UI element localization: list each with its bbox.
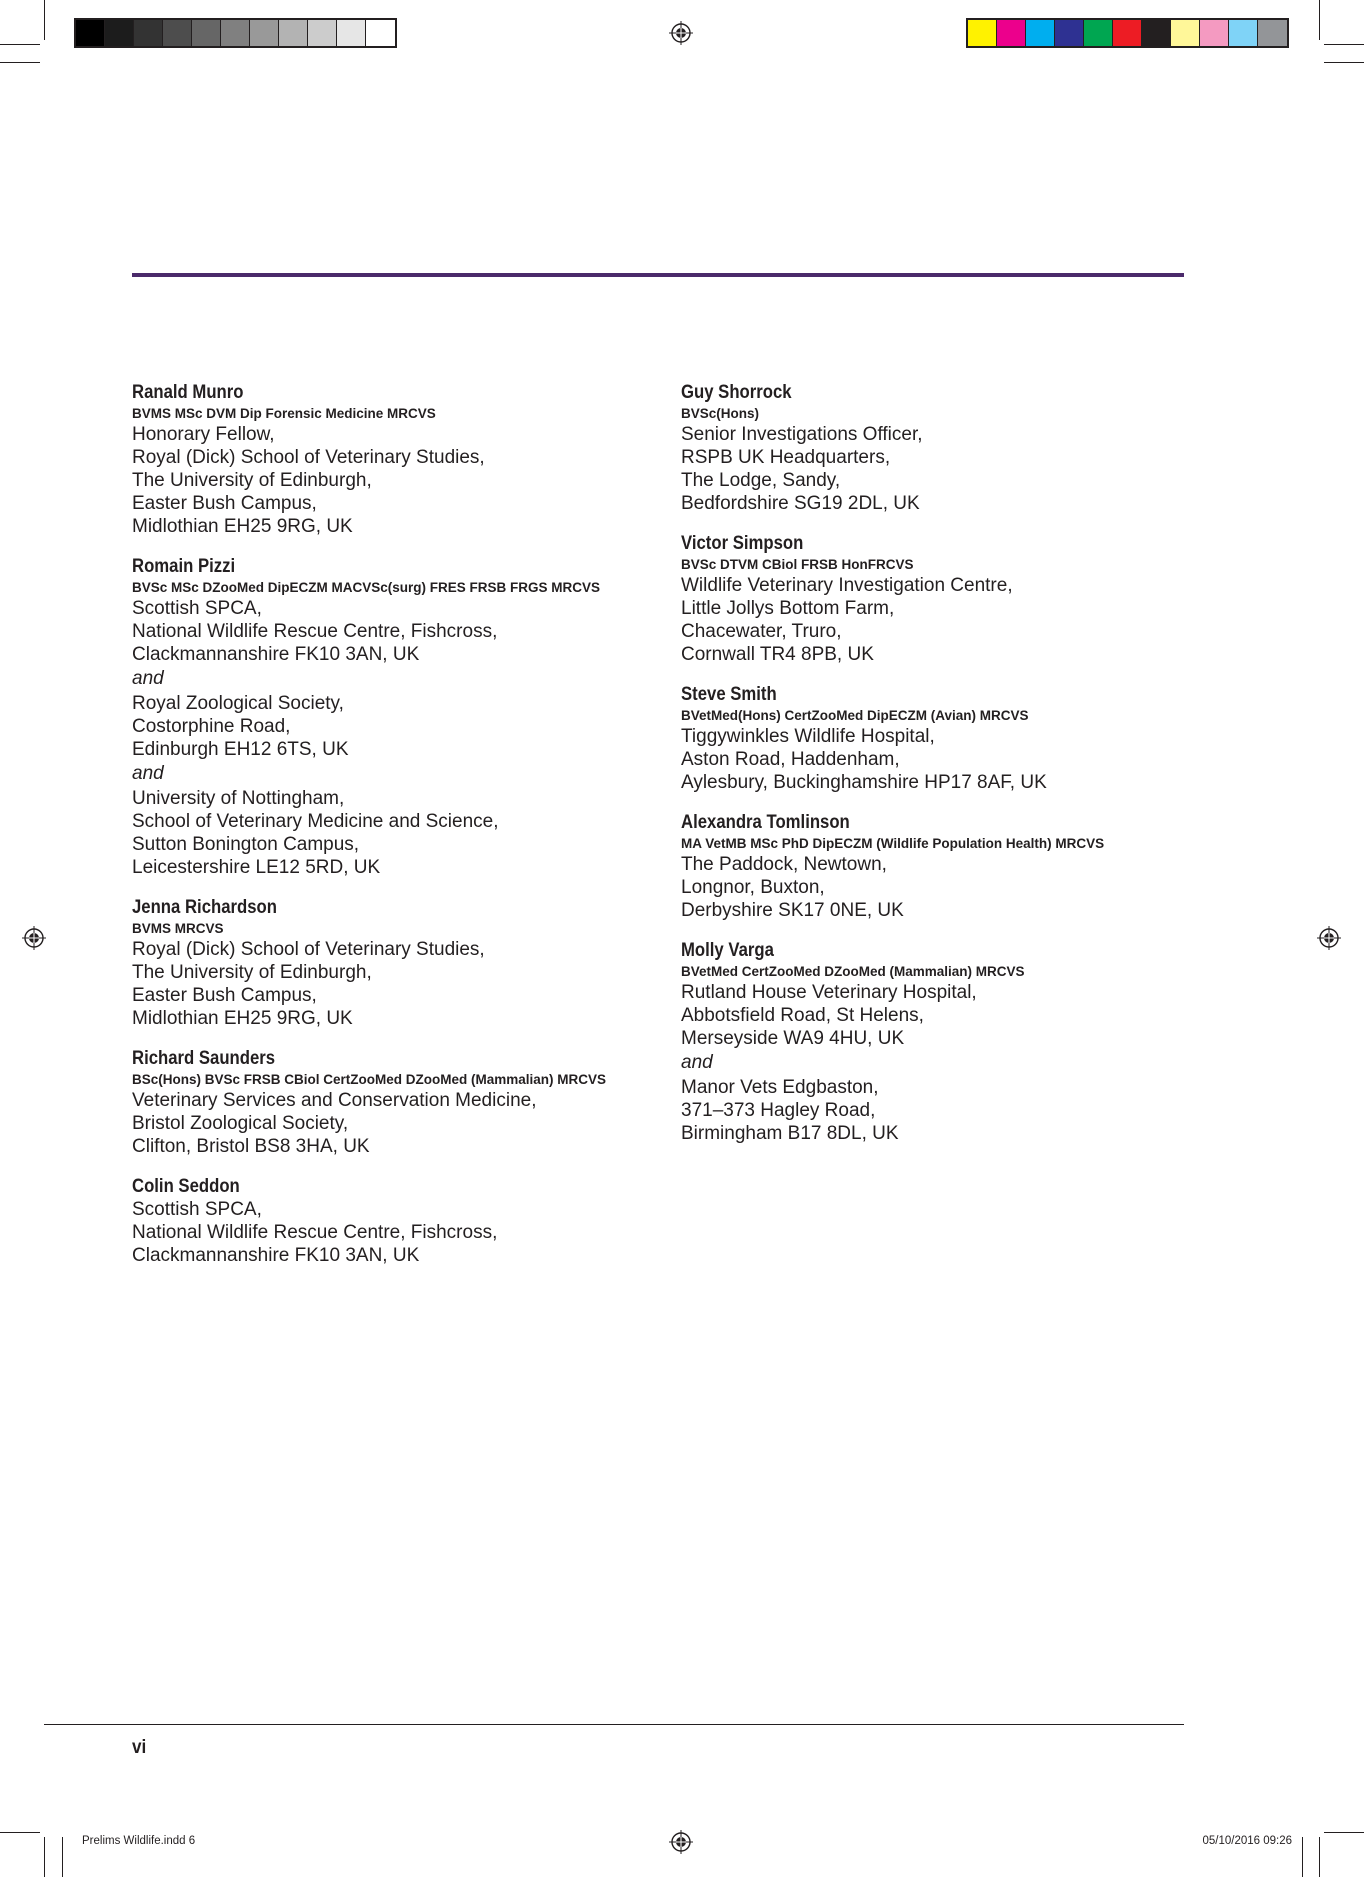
color-calibration-bar xyxy=(966,18,1289,48)
contributor-name: Richard Saunders xyxy=(132,1048,276,1069)
address-line: The Lodge, Sandy, xyxy=(681,470,841,491)
affiliation-address xyxy=(132,938,652,1030)
affiliation-connector: and xyxy=(132,668,164,689)
bleed-mark-bottom-right-v xyxy=(1302,1837,1303,1877)
address-line: Leicestershire LE12 5RD, UK xyxy=(132,857,381,878)
affiliation-connector: and xyxy=(681,1052,713,1073)
crop-mark-top-left-v xyxy=(44,0,45,40)
footer-rule xyxy=(44,1724,1184,1725)
address-line: Royal (Dick) School of Veterinary Studies, xyxy=(132,447,485,468)
address-line: Easter Bush Campus, xyxy=(132,985,317,1006)
affiliation-address xyxy=(681,574,1201,666)
crop-mark-bottom-left-h xyxy=(0,1832,40,1833)
address-line: Sutton Bonington Campus, xyxy=(132,834,360,855)
swatch xyxy=(1142,20,1171,46)
address-line: Cornwall TR4 8PB, UK xyxy=(681,644,874,665)
contributor-entry xyxy=(132,1176,652,1267)
address-line: The University of Edinburgh, xyxy=(132,470,372,491)
swatch xyxy=(250,20,279,46)
swatch xyxy=(308,20,337,46)
contributor-qualifications: BVetMed CertZooMed DZooMed (Mammalian) MRCVS xyxy=(681,964,1025,979)
swatch xyxy=(968,20,997,46)
swatch xyxy=(366,20,395,46)
slug-date-time: 05/10/2016 09:26 xyxy=(1202,1835,1292,1847)
contributor-name: Guy Shorrock xyxy=(681,382,792,403)
contributor-name: Molly Varga xyxy=(681,940,774,961)
registration-mark-top-icon xyxy=(669,21,693,45)
address-line: National Wildlife Rescue Centre, Fishcross, xyxy=(132,1222,498,1243)
contributor-name: Steve Smith xyxy=(681,684,777,705)
swatch xyxy=(337,20,366,46)
affiliation-connector: and xyxy=(132,763,164,784)
contributor-entry xyxy=(681,382,1201,515)
address-line: The Paddock, Newtown, xyxy=(681,854,887,875)
affiliation-address xyxy=(681,981,1201,1050)
contributor-entry xyxy=(681,533,1201,666)
bleed-mark-top-right-h xyxy=(1324,62,1364,63)
address-line: Bedfordshire SG19 2DL, UK xyxy=(681,493,920,514)
bleed-mark-bottom-left-v xyxy=(62,1837,63,1877)
address-line: Easter Bush Campus, xyxy=(132,493,317,514)
registration-mark-left-icon xyxy=(22,926,46,950)
bleed-mark-top-left-h xyxy=(0,62,40,63)
crop-mark-bottom-left-v xyxy=(44,1837,45,1877)
contributor-name: Romain Pizzi xyxy=(132,556,236,577)
registration-mark-right-icon xyxy=(1317,926,1341,950)
contributor-entry xyxy=(681,812,1201,922)
contributor-entry xyxy=(681,684,1201,794)
address-line: The University of Edinburgh, xyxy=(132,962,372,983)
swatch xyxy=(105,20,134,46)
address-line: Edinburgh EH12 6TS, UK xyxy=(132,739,349,760)
contributor-qualifications: BVMS MRCVS xyxy=(132,921,224,936)
crop-mark-top-right-v xyxy=(1319,0,1320,40)
swatch xyxy=(279,20,308,46)
swatch xyxy=(163,20,192,46)
address-line: Abbotsfield Road, St Helens, xyxy=(681,1005,924,1026)
crop-mark-top-right-h xyxy=(1324,44,1364,45)
address-line: School of Veterinary Medicine and Science, xyxy=(132,811,499,832)
affiliation-address xyxy=(132,423,652,538)
address-line: Longnor, Buxton, xyxy=(681,877,825,898)
address-line: University of Nottingham, xyxy=(132,788,345,809)
contributor-entry xyxy=(132,1048,652,1158)
swatch xyxy=(76,20,105,46)
swatch xyxy=(1258,20,1287,46)
registration-mark-bottom-icon xyxy=(669,1830,693,1854)
crop-mark-bottom-right-h xyxy=(1324,1832,1364,1833)
contributor-qualifications: BSc(Hons) BVSc FRSB CBiol CertZooMed DZooMed (Mammalian) MRCVS xyxy=(132,1072,607,1087)
address-line: Royal Zoological Society, xyxy=(132,693,344,714)
crop-mark-bottom-right-v xyxy=(1319,1837,1320,1877)
contributor-entry xyxy=(132,556,652,879)
contributor-qualifications: BVSc MSc DZooMed DipECZM MACVSc(surg) FRES FRSB FRGS MRCVS xyxy=(132,580,601,595)
address-line: Chacewater, Truro, xyxy=(681,621,842,642)
affiliation-address xyxy=(681,423,1201,515)
swatch xyxy=(1084,20,1113,46)
swatch xyxy=(1171,20,1200,46)
address-line: Scottish SPCA, xyxy=(132,598,262,619)
swatch xyxy=(1055,20,1084,46)
address-line: Honorary Fellow, xyxy=(132,424,275,445)
address-line: Rutland House Veterinary Hospital, xyxy=(681,982,977,1003)
address-line: Aston Road, Haddenham, xyxy=(681,749,900,770)
contributor-name: Colin Seddon xyxy=(132,1176,240,1197)
swatch xyxy=(997,20,1026,46)
address-line: Clackmannanshire FK10 3AN, UK xyxy=(132,644,420,665)
address-line: Midlothian EH25 9RG, UK xyxy=(132,1008,353,1029)
address-line: Midlothian EH25 9RG, UK xyxy=(132,516,353,537)
address-line: Bristol Zoological Society, xyxy=(132,1113,349,1134)
contributor-name: Alexandra Tomlinson xyxy=(681,812,850,833)
slug-file-name: Prelims Wildlife.indd 6 xyxy=(82,1835,196,1847)
swatch xyxy=(221,20,250,46)
contributor-entry xyxy=(132,382,652,538)
contributor-name: Ranald Munro xyxy=(132,382,244,403)
crop-mark-top-left-h xyxy=(0,44,40,45)
address-line: Derbyshire SK17 0NE, UK xyxy=(681,900,904,921)
header-rule xyxy=(132,273,1184,277)
address-line: Birmingham B17 8DL, UK xyxy=(681,1123,899,1144)
affiliation-address xyxy=(681,1076,1201,1145)
address-line: Veterinary Services and Conservation Medicine, xyxy=(132,1090,537,1111)
affiliation-address xyxy=(132,1198,652,1267)
contributor-qualifications: BVMS MSc DVM Dip Forensic Medicine MRCVS xyxy=(132,406,436,421)
address-line: Merseyside WA9 4HU, UK xyxy=(681,1028,905,1049)
swatch xyxy=(192,20,221,46)
address-line: 371–373 Hagley Road, xyxy=(681,1100,876,1121)
address-line: Costorphine Road, xyxy=(132,716,291,737)
affiliation-address xyxy=(681,725,1201,794)
grayscale-calibration-bar xyxy=(74,18,397,48)
address-line: Clifton, Bristol BS8 3HA, UK xyxy=(132,1136,370,1157)
swatch xyxy=(134,20,163,46)
contributor-qualifications: BVSc(Hons) xyxy=(681,406,760,421)
contributor-qualifications: MA VetMB MSc PhD DipECZM (Wildlife Population Health) MRCVS xyxy=(681,836,1105,851)
address-line: Little Jollys Bottom Farm, xyxy=(681,598,895,619)
contributors-column-right xyxy=(681,382,1201,1163)
address-line: Senior Investigations Officer, xyxy=(681,424,923,445)
swatch xyxy=(1113,20,1142,46)
affiliation-address xyxy=(681,853,1201,922)
address-line: Manor Vets Edgbaston, xyxy=(681,1077,879,1098)
address-line: Wildlife Veterinary Investigation Centre, xyxy=(681,575,1013,596)
address-line: Tiggywinkles Wildlife Hospital, xyxy=(681,726,935,747)
address-line: RSPB UK Headquarters, xyxy=(681,447,891,468)
contributor-qualifications: BVetMed(Hons) CertZooMed DipECZM (Avian) MRCVS xyxy=(681,708,1029,723)
page-number: vi xyxy=(132,1737,147,1758)
address-line: Clackmannanshire FK10 3AN, UK xyxy=(132,1245,420,1266)
swatch xyxy=(1026,20,1055,46)
contributors-column-left xyxy=(132,382,652,1285)
address-line: Royal (Dick) School of Veterinary Studies, xyxy=(132,939,485,960)
affiliation-address xyxy=(132,1089,652,1158)
contributor-qualifications: BVSc DTVM CBiol FRSB HonFRCVS xyxy=(681,557,914,572)
swatch xyxy=(1229,20,1258,46)
address-line: Scottish SPCA, xyxy=(132,1199,262,1220)
address-line: National Wildlife Rescue Centre, Fishcross, xyxy=(132,621,498,642)
address-line: Aylesbury, Buckinghamshire HP17 8AF, UK xyxy=(681,772,1047,793)
contributor-name: Jenna Richardson xyxy=(132,897,277,918)
swatch xyxy=(1200,20,1229,46)
affiliation-address xyxy=(132,692,652,761)
affiliation-address xyxy=(132,597,652,666)
contributor-name: Victor Simpson xyxy=(681,533,804,554)
contributor-entry xyxy=(132,897,652,1030)
contributor-entry xyxy=(681,940,1201,1145)
affiliation-address xyxy=(132,787,652,879)
